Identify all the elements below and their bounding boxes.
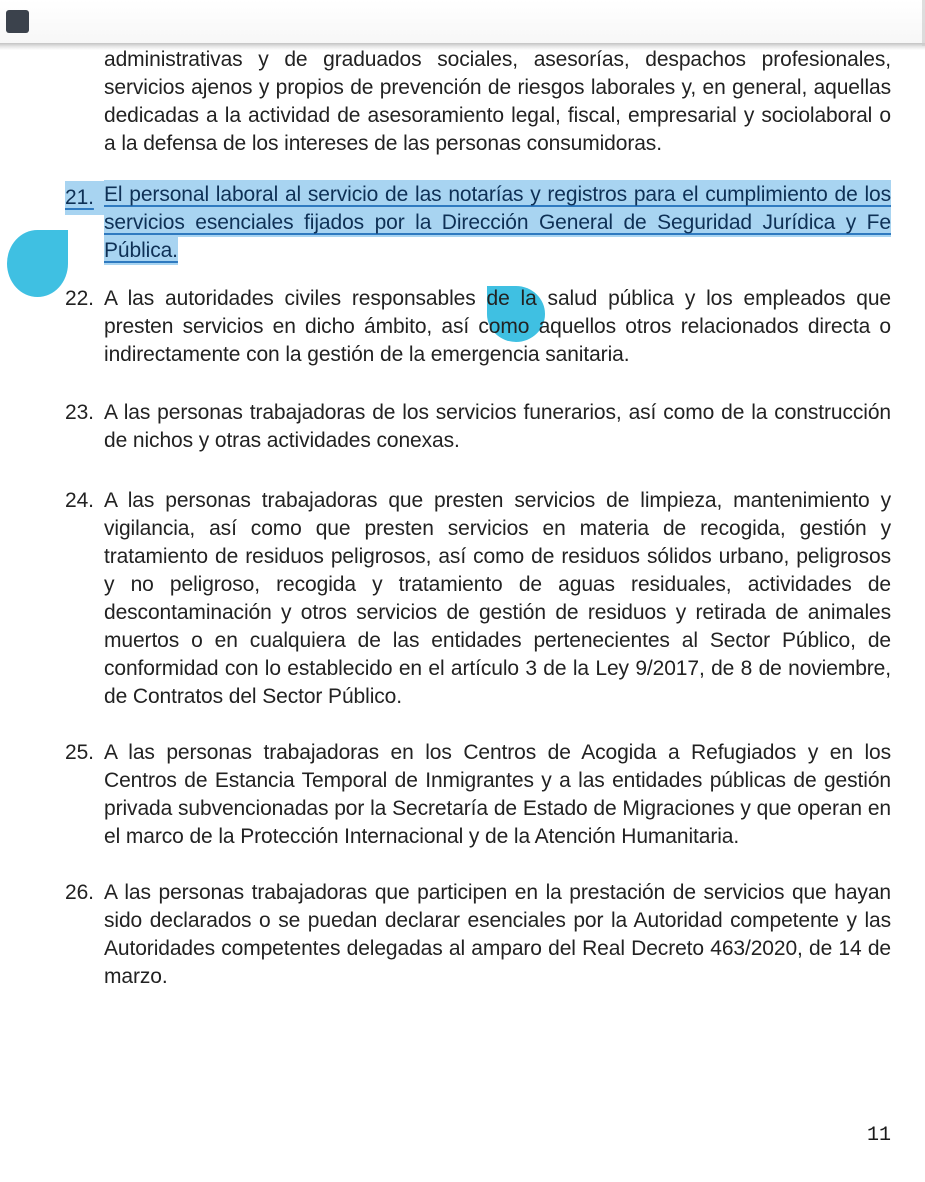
item-number: 25. [65, 741, 94, 764]
item-text: A las personas trabajadoras que presten servicios de limpieza, mantenimiento y vigilancia, así como que presten servicios en materia de recogida, gestión y tratamiento de residuos peligrosos, así como de residuos sólidos urbano, peligrosos y no peligroso, recogida y tratamiento de aguas residuales, actividades de descontaminación y otros servicios de gestión de residuos y retirada de animales muertos o en cualquiera de las entidades pertenecientes al Sector Público, de conformidad con lo establecido en el artículo 3 de la Ley 9/2017, de 8 de noviembre, de Contratos del Sector Público. [104, 489, 891, 708]
item-number: 24. [65, 489, 94, 512]
selected-highlighted-text: El personal laboral al servicio de las notarías y registros para el cumplimiento de los servicios esenciales fijados por la Dirección General de Seguridad Jurídica y Fe Pública. [104, 180, 891, 265]
item-number: 26. [65, 881, 94, 904]
list-item-23 [65, 399, 891, 455]
text-selection-handle-start-icon[interactable] [7, 230, 68, 297]
paragraph-continuation: administrativas y de graduados sociales, asesorías, despachos profesionales, servicios ajenos y propios de prevención de riesgos laborales y, en general, aquellas dedicadas a la actividad de asesoramiento legal, fiscal, empresarial y sociolaboral o a la defensa de los intereses de las personas consumidoras. [104, 48, 891, 155]
page-number: 11 [866, 1124, 891, 1147]
dark-corner-marker-icon [6, 10, 29, 33]
page-top-margin [0, 0, 925, 43]
item-number: 22. [65, 287, 94, 310]
document-body [65, 46, 891, 991]
list-item-26 [65, 879, 891, 991]
item-text: A las personas trabajadoras en los Centros de Acogida a Refugiados y en los Centros de Estancia Temporal de Inmigrantes y a las entidades públicas de gestión privada subvencionadas por la Secretaría de Estado de Migraciones y que operan en el marco de la Protección Internacional y de la Atención Humanitaria. [104, 741, 891, 848]
item-text: A las personas trabajadoras de los servicios funerarios, así como de la construcción de nichos y otras actividades conexas. [104, 401, 891, 452]
list-item-22 [65, 285, 891, 369]
item-number: 23. [65, 401, 94, 424]
item-text: A las personas trabajadoras que participen en la prestación de servicios que hayan sido declarados o se puedan declarar esenciales por la Autoridad competente y las Autoridades competentes delegadas al amparo del Real Decreto 463/2020, de 14 de marzo. [104, 881, 891, 988]
list-item-21 [65, 181, 891, 265]
item-number: 21. [65, 181, 104, 215]
item-text: A las autoridades civiles responsables de la salud pública y los empleados que presten servicios en dicho ámbito, así como aquellos otros relacionados directa o indirectamente con la gestión de la emergencia sanitaria. [104, 287, 891, 366]
list-item-25 [65, 739, 891, 851]
list-item-24 [65, 487, 891, 711]
